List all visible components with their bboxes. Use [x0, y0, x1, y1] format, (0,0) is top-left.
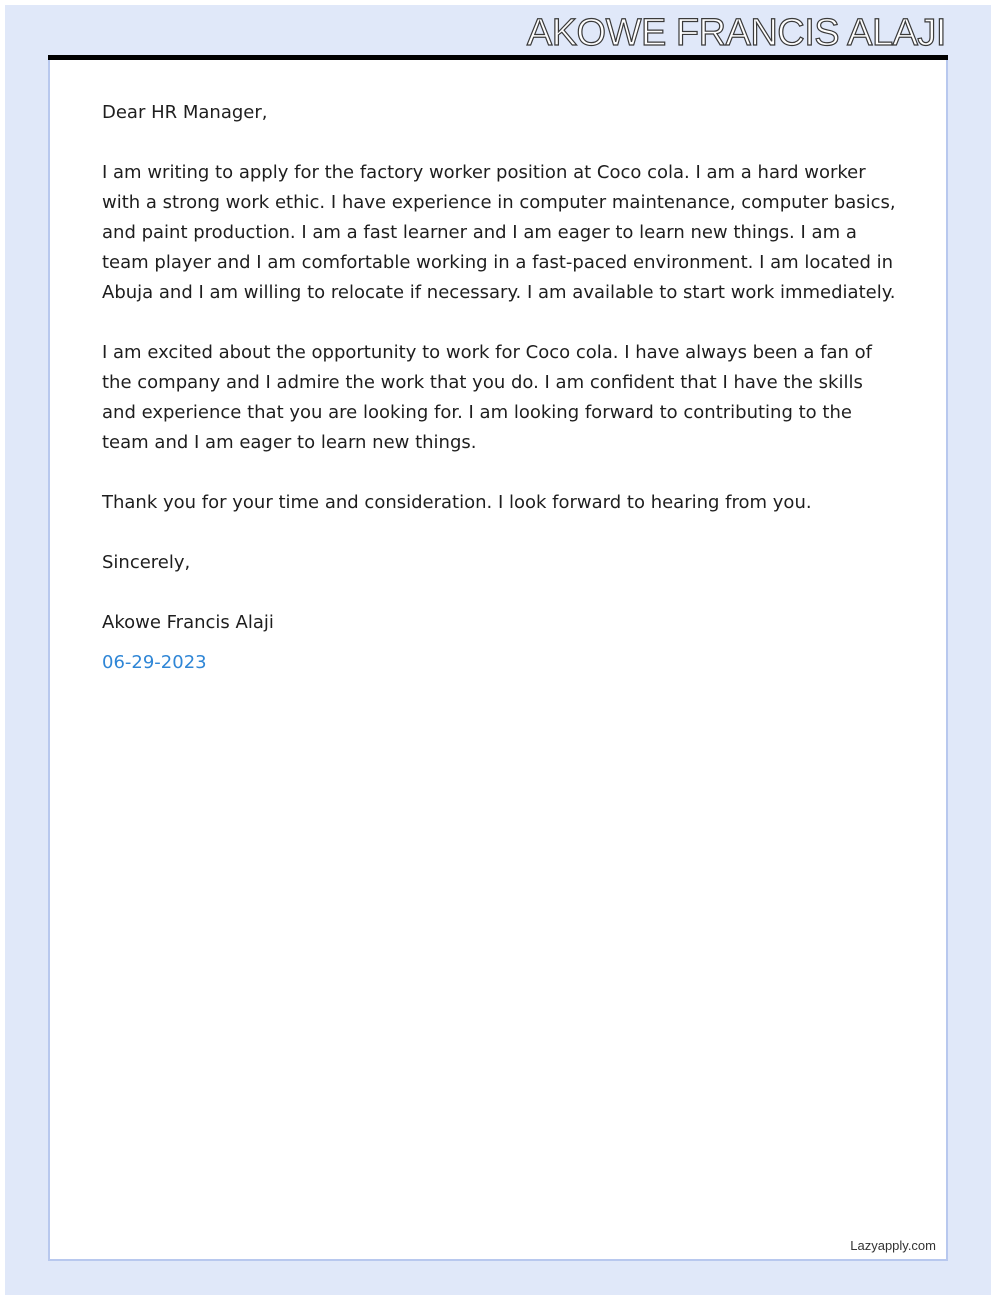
applicant-name-header: AKOWE FRANCIS ALAJI [526, 12, 946, 54]
letter-sheet [48, 60, 948, 1261]
cover-letter-body [102, 98, 902, 678]
paragraph-intro: I am writing to apply for the factory worker position at Coco cola. I am a hard worker with a strong work ethic. I have experience in computer maintenance, computer basics, and paint production. I am a fast learner and I am eager to learn new things. I am a team player and I am comfortable working in a fast-paced environment. I am located in Abuja and I am willing to relocate if necessary. I am available to start work immediately. [102, 162, 896, 303]
letter-date: 06-29-2023 [102, 652, 207, 673]
paragraph-motivation: I am excited about the opportunity to work for Coco cola. I have always been a fan of the company and I admire the work that you do. I am confident that I have the skills and experience that you are looking for. I am looking forward to contributing to the team and I am eager to learn new things. [102, 342, 872, 453]
signer-name: Akowe Francis Alaji [102, 612, 274, 633]
paragraph-thanks: Thank you for your time and consideration. I look forward to hearing from you. [102, 492, 812, 513]
salutation: Dear HR Manager, [102, 102, 268, 123]
closing: Sincerely, [102, 552, 191, 573]
footer-brand: Lazyapply.com [850, 1238, 936, 1253]
